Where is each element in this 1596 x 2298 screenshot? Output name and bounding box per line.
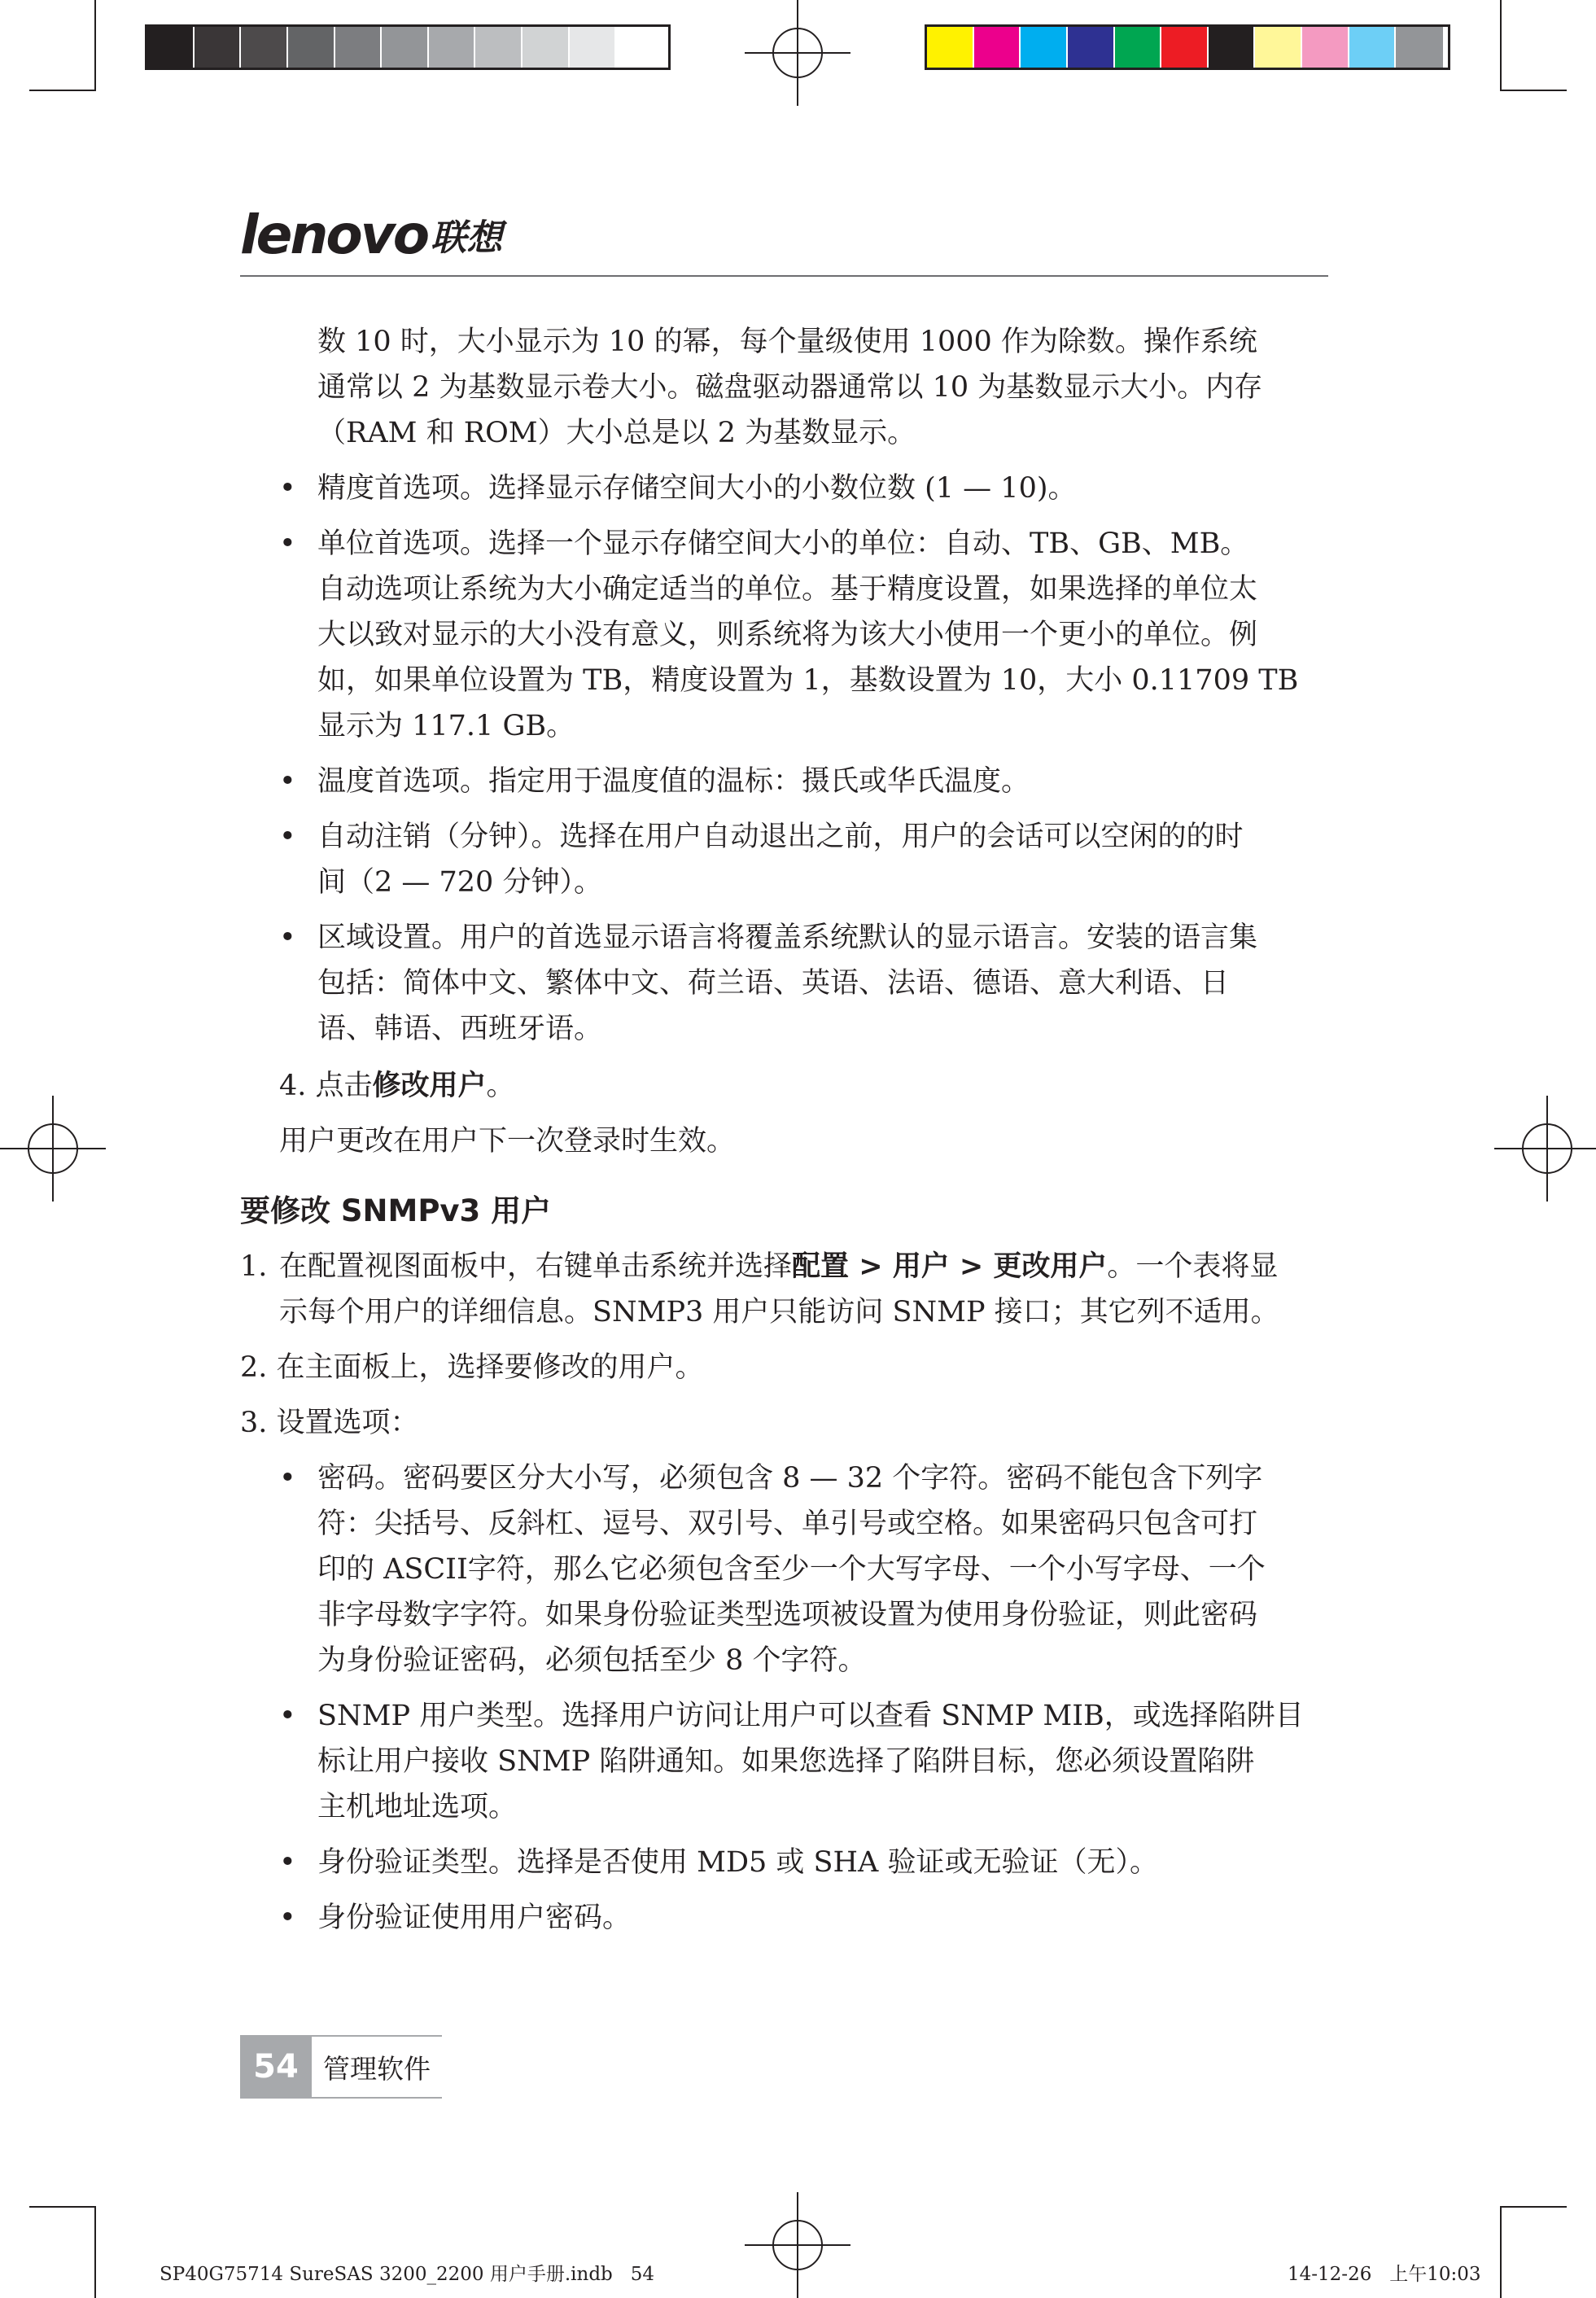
logo-chinese: 联想 xyxy=(431,217,503,259)
bullet-icon: • xyxy=(279,921,296,954)
crop-mark xyxy=(1500,0,1502,91)
page-body xyxy=(240,319,1328,1941)
registration-mark-top xyxy=(745,0,850,106)
bullet-item xyxy=(240,1840,1328,1885)
bullet-icon: • xyxy=(279,1902,296,1934)
paragraph-line: （RAM 和 ROM）大小总是以 2 为基数显示。 xyxy=(317,417,916,449)
color-swatch xyxy=(1068,27,1115,68)
preference-bullet-list xyxy=(240,466,1328,1052)
bullet-icon: • xyxy=(279,1462,296,1495)
crop-mark xyxy=(1500,90,1567,91)
bullet-line: 自动选项让系统为大小确定适当的单位。基于精度设置，如果选择的单位太 xyxy=(317,573,1258,606)
crop-mark xyxy=(1500,2206,1567,2208)
step-2: 2. 在主面板上，选择要修改的用户。 xyxy=(240,1351,704,1384)
bullet-line: 符：尖括号、反斜杠、逗号、双引号、单引号或空格。如果密码只包含可打 xyxy=(317,1508,1258,1540)
bullet-line: 身份验证使用用户密码。 xyxy=(317,1902,632,1934)
color-swatch xyxy=(475,27,523,68)
color-swatch xyxy=(195,27,242,68)
color-swatch xyxy=(927,27,974,68)
section-name: 管理软件 xyxy=(312,2035,442,2099)
page-number: 54 xyxy=(240,2035,312,2099)
bullet-icon: • xyxy=(279,1846,296,1879)
crop-mark xyxy=(94,0,96,91)
bullet-item xyxy=(240,1693,1328,1830)
color-swatch xyxy=(1255,27,1302,68)
step-4-note: 用户更改在用户下一次登录时生效。 xyxy=(279,1125,736,1158)
color-swatch xyxy=(147,27,195,68)
color-swatch xyxy=(1209,27,1256,68)
bullet-line: 自动注销（分钟）。选择在用户自动退出之前，用户的会话可以空闲的的时 xyxy=(317,821,1244,853)
header-rule xyxy=(240,275,1328,277)
color-swatch xyxy=(616,27,663,68)
bullet-line: 精度首选项。选择显示存储空间大小的小数位数 (1 — 10)。 xyxy=(317,472,1077,505)
color-swatch xyxy=(1115,27,1162,68)
lenovo-logo xyxy=(240,202,502,267)
step-4-suffix: 。 xyxy=(486,1070,515,1102)
bullet-line: 印的 ASCII字符，那么它必须包含至少一个大写字母、一个小写字母、一个 xyxy=(317,1553,1266,1586)
bullet-line: 如，如果单位设置为 TB，精度设置为 1，基数设置为 10，大小 0.11709 TB xyxy=(317,664,1299,697)
gray-color-bar xyxy=(145,24,671,70)
step-1-text-end: 。一个表将显 xyxy=(1107,1250,1279,1283)
bullet-item xyxy=(240,915,1328,1052)
bullet-line: SNMP 用户类型。选择用户访问让用户可以查看 SNMP MIB，或选择陷阱目 xyxy=(317,1700,1304,1732)
step-1-text: 在配置视图面板中，右键单击系统并选择 xyxy=(279,1250,793,1283)
bullet-item xyxy=(240,1455,1328,1683)
step-4-prefix: 4. 点击 xyxy=(279,1070,373,1102)
bullet-line: 包括：简体中文、繁体中文、荷兰语、英语、法语、德语、意大利语、日 xyxy=(317,967,1230,1000)
bullet-line: 单位首选项。选择一个显示存储空间大小的单位：自动、TB、GB、MB。 xyxy=(317,527,1249,560)
bullet-line: 大以致对显示的大小没有意义，则系统将为该大小使用一个更小的单位。例 xyxy=(317,619,1258,651)
color-swatch xyxy=(288,27,335,68)
color-swatch xyxy=(523,27,570,68)
step-1-line-2: 示每个用户的详细信息。SNMP3 用户只能访问 SNMP 接口；其它列不适用。 xyxy=(279,1296,1279,1328)
logo-text: lenovo xyxy=(240,203,428,266)
bullet-line: 语、韩语、西班牙语。 xyxy=(317,1013,603,1045)
bullet-item xyxy=(240,814,1328,905)
color-swatch xyxy=(335,27,383,68)
print-slug-left: SP40G75714 SureSAS 3200_2200 用户手册.indb 54 xyxy=(160,2264,654,2285)
color-swatch xyxy=(241,27,288,68)
menu-path: 配置 > 用户 > 更改用户 xyxy=(792,1250,1108,1283)
crop-mark xyxy=(94,2206,96,2298)
color-swatch xyxy=(1396,27,1443,68)
bullet-icon: • xyxy=(279,527,296,560)
step-1-number: 1. xyxy=(240,1250,268,1283)
color-swatch xyxy=(1349,27,1397,68)
color-swatch xyxy=(570,27,617,68)
print-slug-right: 14-12-26 上午10:03 xyxy=(1288,2264,1481,2285)
color-swatch xyxy=(382,27,429,68)
snmp-option-bullet-list xyxy=(240,1455,1328,1941)
color-swatch xyxy=(974,27,1021,68)
bullet-line: 显示为 117.1 GB。 xyxy=(317,710,575,742)
color-swatch xyxy=(1021,27,1068,68)
bullet-line: 主机地址选项。 xyxy=(317,1791,518,1823)
paragraph-line: 数 10 时，大小显示为 10 的幂，每个量级使用 1000 作为除数。操作系统 xyxy=(317,326,1257,358)
step-3: 3. 设置选项： xyxy=(240,1407,419,1439)
color-swatch xyxy=(1302,27,1349,68)
step-1 xyxy=(240,1244,1328,1335)
bullet-item xyxy=(240,466,1328,511)
step-4 xyxy=(240,1063,1328,1109)
crop-mark xyxy=(29,2206,96,2208)
bullet-line: 区域设置。用户的首选显示语言将覆盖系统默认的显示语言。安装的语言集 xyxy=(317,921,1258,954)
process-color-bar xyxy=(925,24,1450,70)
crop-mark xyxy=(1500,2206,1502,2298)
page-footer xyxy=(240,2035,442,2099)
registration-mark-right xyxy=(1494,1096,1596,1202)
section-heading: 要修改 SNMPv3 用户 xyxy=(240,1193,552,1228)
bullet-line: 温度首选项。指定用于温度值的温标：摄氏或华氏温度。 xyxy=(317,765,1030,798)
paragraph-line: 通常以 2 为基数显示卷大小。磁盘驱动器通常以 10 为基数显示大小。内存 xyxy=(317,371,1263,404)
bullet-line: 标让用户接收 SNMP 陷阱通知。如果您选择了陷阱目标，您必须设置陷阱 xyxy=(317,1745,1255,1778)
bullet-line: 身份验证类型。选择是否使用 MD5 或 SHA 验证或无验证（无）。 xyxy=(317,1846,1158,1879)
bullet-line: 密码。密码要区分大小写，必须包含 8 — 32 个字符。密码不能包含下列字 xyxy=(317,1462,1263,1495)
bullet-line: 非字母数字字符。如果身份验证类型选项被设置为使用身份验证，则此密码 xyxy=(317,1599,1258,1631)
continued-paragraph xyxy=(240,319,1328,456)
bullet-icon: • xyxy=(279,1700,296,1732)
bullet-item xyxy=(240,521,1328,749)
bullet-item xyxy=(240,759,1328,804)
color-swatch xyxy=(1161,27,1209,68)
bullet-line: 间（2 — 720 分钟）。 xyxy=(317,866,602,899)
color-swatch xyxy=(429,27,476,68)
registration-mark-bottom xyxy=(745,2192,850,2298)
bullet-icon: • xyxy=(279,472,296,505)
modify-user-label: 修改用户 xyxy=(372,1070,487,1102)
bullet-icon: • xyxy=(279,821,296,853)
crop-mark xyxy=(29,90,96,91)
bullet-icon: • xyxy=(279,765,296,798)
bullet-line: 为身份验证密码，必须包括至少 8 个字符。 xyxy=(317,1644,867,1677)
registration-mark-left xyxy=(0,1096,106,1202)
bullet-item xyxy=(240,1895,1328,1941)
